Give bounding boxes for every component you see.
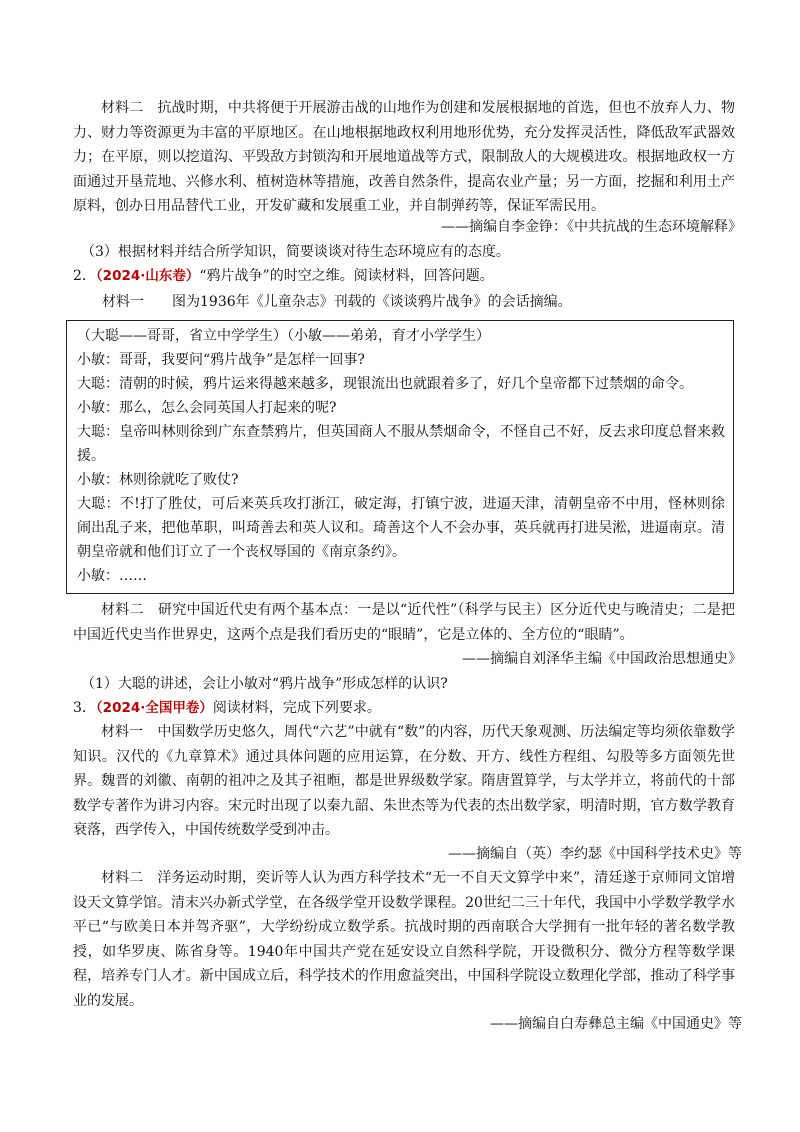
q1-question3: （3）根据材料并结合所学知识，简要谈谈对待生态环境应有的态度。: [81, 244, 510, 260]
q3-material2: 材料二 洋务运动时期，奕䜣等人认为西方科学技术“无一不自天文算学中来”，清廷遂于京师同文馆增设天文算学馆。清末兴办新式学堂，在各级学堂开设数学课程。20世纪二三十年代，我国中小学数学教学水平已“与欧美日本并驾齐驱”，大学纷纷成立数学系。抗战时期的西南联合大学拥有一批年轻的著名数学教授，如华罗庚、陈省身等。1940年中国共产党在延安设立自然科学院，开设微积分、微分方程等数学课程，培养专门人才。新中国成立后，科学技术的作用愈益突出，中国科学院设立数理化学部，推动了科学事业的发展。: [73, 870, 736, 1009]
dialogue-line: 大聪：皇帝叫林则徐到广东查禁鸦片，但英国商人不服从禁烟命令，不怪自己不好，反去求印度总督来救援。: [77, 424, 725, 464]
q2-heading: 2．（2024·山东卷）“鸦片战争”的时空之维。阅读材料，回答问题。: [73, 268, 494, 284]
q2-material2: 材料二 研究中国近代史有两个基本点：一是以“近代性”（科学与民主）区分近代史与晚清史；二是把中国近代史当作世界史，这两个点是我们看历史的“眼睛”，它是立体的、全方位的“眼睛”。: [73, 602, 736, 643]
q2-material2-source: ——摘编自刘泽华主编《中国政治思想通史》: [462, 651, 742, 667]
q3-material1: 材料一 中国数学历史悠久，周代“六艺”中就有“数”的内容，历代天象观测、历法编定等均须依靠数学知识。汉代的《九章算术》通过具体问题的应用运算，在分数、开方、线性方程组、勾股等多方面领先世界。魏晋的刘徽、南朝的祖冲之及其子祖暅，都是世界级数学家。隋唐置算学，与太学并立，将前代的十部数学专著作为讲习内容。宋元时出现了以秦九韶、朱世杰等为代表的杰出数学家，明清时期，官方数学教育衰落，西学传入，中国传统数学受到冲击。: [73, 724, 736, 838]
q2-material1: 材料一 图为1936年《儿童杂志》刊载的《谈谈鸦片战争》的会话摘编。: [102, 294, 572, 310]
dialogue-line: 小敏：那么，怎么会同英国人打起来的呢?: [77, 400, 337, 416]
dialogue-box: [66, 320, 734, 594]
q3-exam-tag: （2024·全国甲卷）: [95, 700, 213, 716]
q1-material2: 材料二 抗战时期，中共将便于开展游击战的山地作为创建和发展根据地的首选，但也不放弃人力、物力、财力等资源更为丰富的平原地区。在山地根据地政权利用地形优势，充分发挥灵活性，降低敌军武器效力；在平原，则以挖道沟、平毁敌方封锁沟和开展地道战等方式，限制敌人的大规模进攻。根据地政权一方面通过开垦荒地、兴修水利、植树造林等措施，改善自然条件，提高农业产量；另一方面，挖掘和利用土产原料，创办日用品替代工业，开发矿藏和发展重工业，并自制弹药等，保证军需民用。: [73, 100, 736, 214]
dialogue-line: 大聪：清朝的时候，鸦片运来得越来越多，现银流出也就跟着多了，好几个皇帝都下过禁烟的命令。: [77, 376, 693, 392]
dialogue-line: （大聪——哥哥，省立中学学生）（小敏——弟弟，育才小学学生）: [77, 328, 490, 344]
q3-heading: 3．（2024·全国甲卷）阅读材料，完成下列要求。: [73, 700, 381, 716]
dialogue-line: 小敏：林则徐就吃了败仗?: [77, 472, 239, 488]
dialogue-line: 小敏：哥哥，我要问“鸦片战争”是怎样一回事?: [77, 352, 365, 368]
material-label: 材料二: [101, 100, 144, 116]
dialogue-line: 大聪：不!打了胜仗，可后来英兵攻打浙江，破定海，打镇宁波，进逼天津，清朝皇帝不中用，怪林则徐闹出乱子来，把他革职，叫琦善去和英人议和。琦善这个人不会办事，英兵就再打进吴淞，进逼南京。清朝皇帝就和他们订立了一个丧权辱国的《南京条约》。: [77, 496, 725, 560]
q3-material1-source: ——摘编自（英）李约瑟《中国科学技术史》等: [448, 846, 742, 862]
q3-material2-source: ——摘编自白寿彝总主编《中国通史》等: [490, 1016, 742, 1032]
q2-exam-tag: （2024·山东卷）: [95, 268, 200, 284]
dialogue-line: 小敏：……: [77, 568, 147, 584]
q2-question1: （1）大聪的讲述，会让小敏对“鸦片战争”形成怎样的认识?: [81, 676, 448, 692]
q1-material2-source: ——摘编自李金铮：《中共抗战的生态环境解释》: [441, 219, 742, 235]
